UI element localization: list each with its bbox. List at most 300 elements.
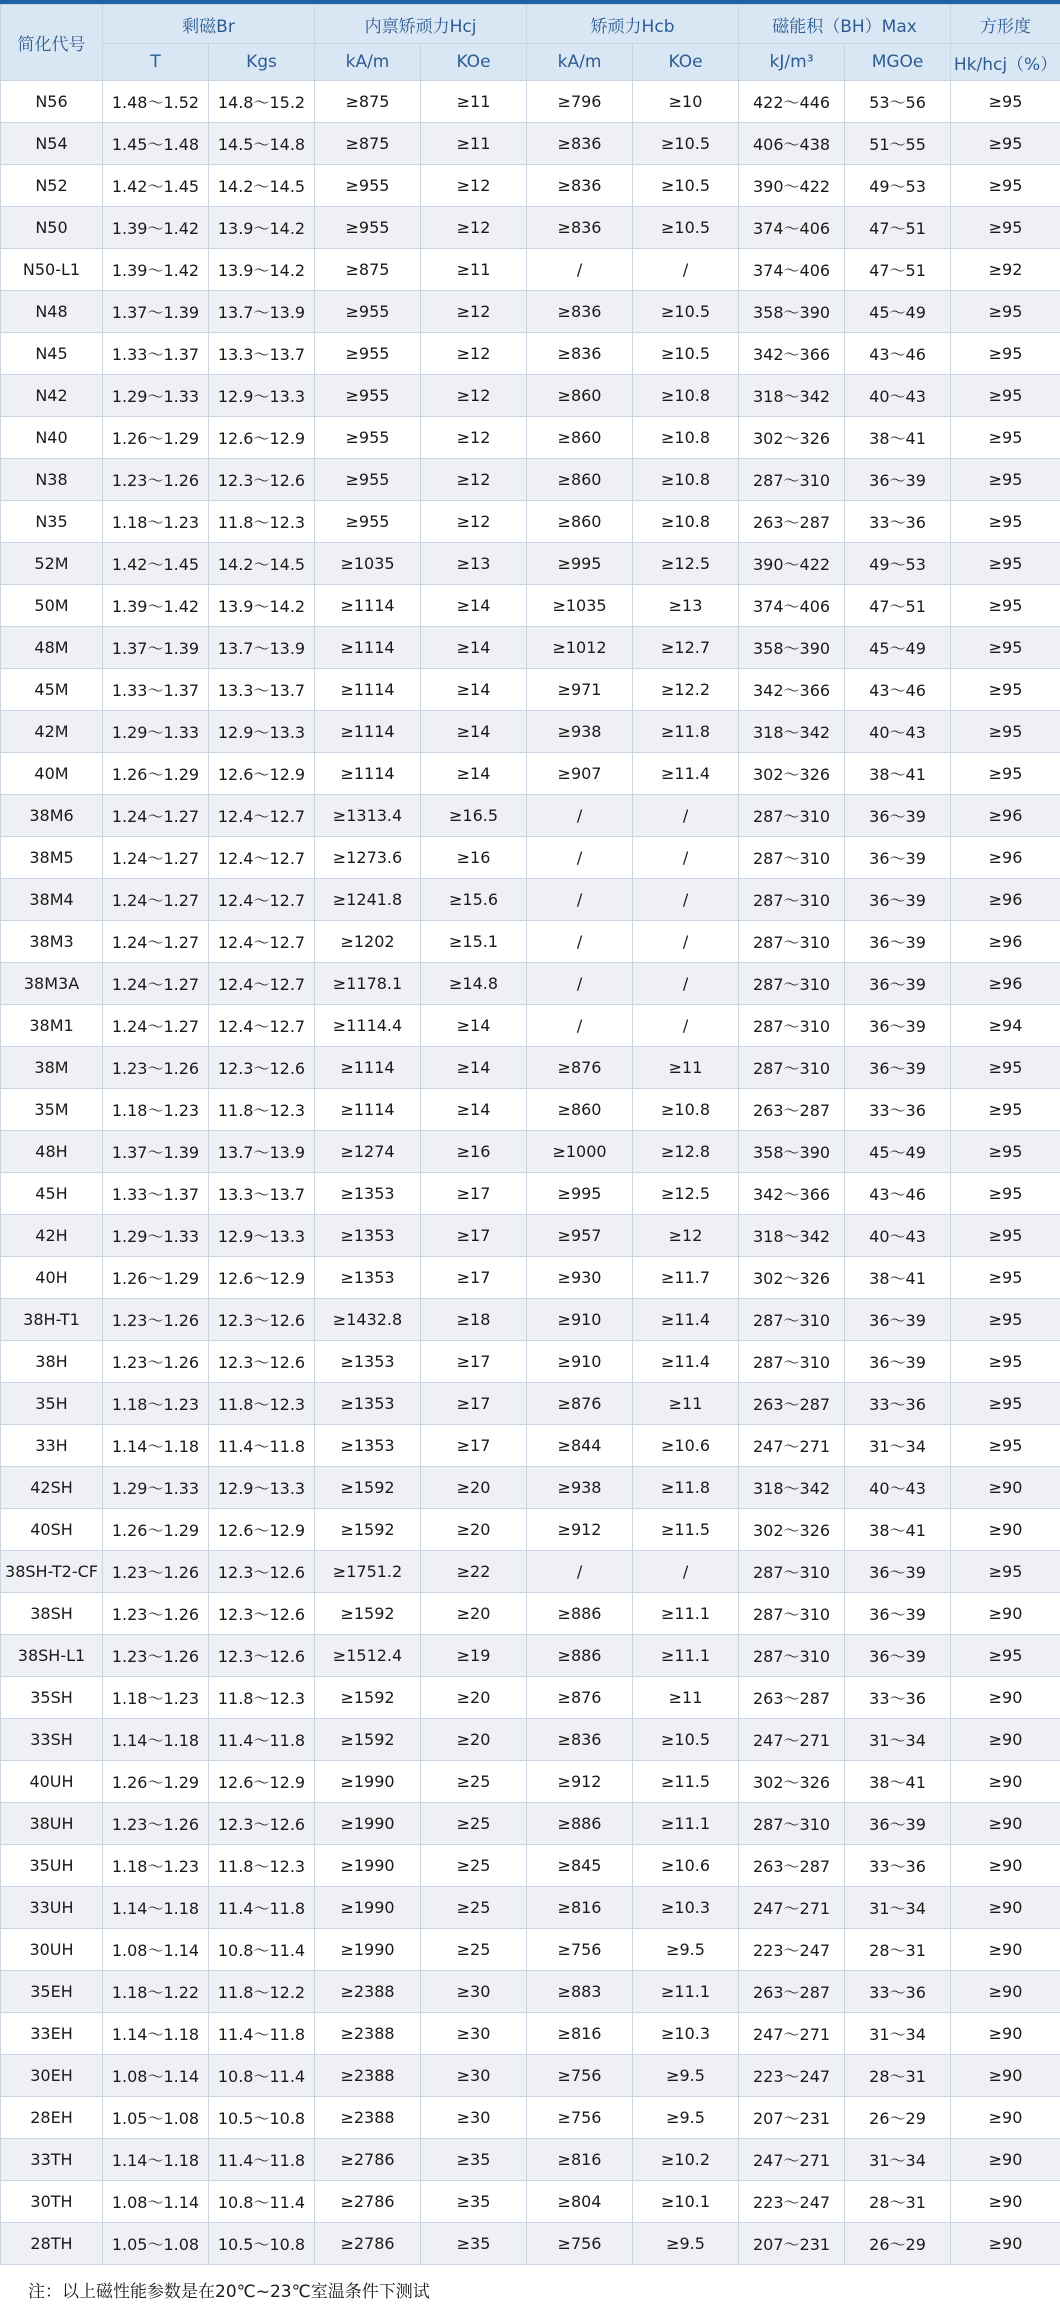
br-kgs-cell: 12.3～12.6	[209, 1341, 315, 1383]
bh-mgoe-cell: 45～49	[845, 291, 951, 333]
hcj-kam-cell: ≥1990	[315, 1845, 421, 1887]
hcb-kam-cell: ≥886	[527, 1803, 633, 1845]
hcb-koe-cell: ≥10.6	[633, 1425, 739, 1467]
hcj-koe-cell: ≥25	[421, 1887, 527, 1929]
br-t-cell: 1.24～1.27	[103, 879, 209, 921]
hcj-koe-cell: ≥12	[421, 207, 527, 249]
hcj-koe-cell: ≥30	[421, 2055, 527, 2097]
hcb-kam-cell: ≥844	[527, 1425, 633, 1467]
bh-kjm3-cell: 374～406	[739, 249, 845, 291]
hcj-kam-cell: ≥1114	[315, 753, 421, 795]
grade-cell: 38SH	[1, 1593, 103, 1635]
grade-cell: 38M3A	[1, 963, 103, 1005]
hcb-koe-cell: ≥11.4	[633, 753, 739, 795]
bh-mgoe-cell: 45～49	[845, 1131, 951, 1173]
squareness-cell: ≥95	[951, 627, 1060, 669]
bh-mgoe-cell: 36～39	[845, 1635, 951, 1677]
grade-cell: 48H	[1, 1131, 103, 1173]
squareness-cell: ≥90	[951, 2097, 1060, 2139]
bh-mgoe-cell: 36～39	[845, 1299, 951, 1341]
bh-mgoe-cell: 47～51	[845, 249, 951, 291]
hcj-kam-cell: ≥1274	[315, 1131, 421, 1173]
bh-mgoe-cell: 40～43	[845, 1467, 951, 1509]
bh-mgoe-cell: 36～39	[845, 459, 951, 501]
squareness-cell: ≥90	[951, 1677, 1060, 1719]
grade-cell: 50M	[1, 585, 103, 627]
unit-bh-mgoe: MGOe	[845, 44, 951, 81]
table-row	[1, 291, 1060, 333]
br-kgs-cell: 11.4～11.8	[209, 1887, 315, 1929]
br-kgs-cell: 11.8～12.3	[209, 1089, 315, 1131]
bh-mgoe-cell: 31～34	[845, 2013, 951, 2055]
br-t-cell: 1.26～1.29	[103, 1509, 209, 1551]
squareness-cell: ≥90	[951, 2181, 1060, 2223]
table-header	[1, 5, 1060, 81]
hcb-kam-cell: ≥836	[527, 291, 633, 333]
br-kgs-cell: 11.8～12.3	[209, 501, 315, 543]
table-row	[1, 1971, 1060, 2013]
br-kgs-cell: 12.6～12.9	[209, 753, 315, 795]
hcj-koe-cell: ≥25	[421, 1845, 527, 1887]
bh-kjm3-cell: 263～287	[739, 1089, 845, 1131]
bh-kjm3-cell: 263～287	[739, 1971, 845, 2013]
table-row	[1, 1929, 1060, 1971]
hcj-kam-cell: ≥1353	[315, 1383, 421, 1425]
bh-kjm3-cell: 263～287	[739, 1677, 845, 1719]
hcj-koe-cell: ≥17	[421, 1383, 527, 1425]
hcj-kam-cell: ≥2388	[315, 1971, 421, 2013]
br-kgs-cell: 13.3～13.7	[209, 1173, 315, 1215]
hcb-koe-cell: ≥12	[633, 1215, 739, 1257]
table-row	[1, 81, 1060, 123]
hcb-koe-cell: ≥10.2	[633, 2139, 739, 2181]
table-row	[1, 627, 1060, 669]
hcb-koe-cell: ≥12.5	[633, 543, 739, 585]
bh-mgoe-cell: 49～53	[845, 543, 951, 585]
table-row	[1, 1719, 1060, 1761]
hcb-kam-cell: ≥930	[527, 1257, 633, 1299]
bh-kjm3-cell: 287～310	[739, 1803, 845, 1845]
hcb-koe-cell: ≥12.2	[633, 669, 739, 711]
bh-kjm3-cell: 302～326	[739, 1257, 845, 1299]
table-row	[1, 1887, 1060, 1929]
hcj-koe-cell: ≥14	[421, 1047, 527, 1089]
squareness-cell: ≥95	[951, 81, 1060, 123]
br-kgs-cell: 11.8～12.2	[209, 1971, 315, 2013]
br-kgs-cell: 12.3～12.6	[209, 1551, 315, 1593]
br-t-cell: 1.26～1.29	[103, 417, 209, 459]
grade-cell: 42SH	[1, 1467, 103, 1509]
br-t-cell: 1.18～1.23	[103, 1383, 209, 1425]
grade-cell: 40UH	[1, 1761, 103, 1803]
table-row	[1, 501, 1060, 543]
grade-cell: 48M	[1, 627, 103, 669]
hcb-kam-cell: ≥860	[527, 459, 633, 501]
grade-cell: 40SH	[1, 1509, 103, 1551]
grade-cell: N38	[1, 459, 103, 501]
hcb-koe-cell: ≥11.5	[633, 1761, 739, 1803]
table-row	[1, 375, 1060, 417]
bh-kjm3-cell: 342～366	[739, 669, 845, 711]
grade-cell: 38SH-T2-CF	[1, 1551, 103, 1593]
hcj-kam-cell: ≥2786	[315, 2181, 421, 2223]
br-t-cell: 1.39～1.42	[103, 207, 209, 249]
hcj-koe-cell: ≥16	[421, 1131, 527, 1173]
hcj-koe-cell: ≥14	[421, 753, 527, 795]
table-row	[1, 1509, 1060, 1551]
bh-mgoe-cell: 53～56	[845, 81, 951, 123]
hcj-koe-cell: ≥16.5	[421, 795, 527, 837]
bh-kjm3-cell: 406～438	[739, 123, 845, 165]
bh-mgoe-cell: 26～29	[845, 2097, 951, 2139]
hcb-kam-cell: ≥971	[527, 669, 633, 711]
hcj-kam-cell: ≥1990	[315, 1803, 421, 1845]
br-t-cell: 1.08～1.14	[103, 2055, 209, 2097]
grade-cell: 33UH	[1, 1887, 103, 1929]
hcb-koe-cell: ≥9.5	[633, 2055, 739, 2097]
grade-cell: N50-L1	[1, 249, 103, 291]
br-kgs-cell: 12.4～12.7	[209, 837, 315, 879]
br-t-cell: 1.18～1.23	[103, 1677, 209, 1719]
br-kgs-cell: 12.4～12.7	[209, 795, 315, 837]
bh-kjm3-cell: 287～310	[739, 1005, 845, 1047]
hcj-koe-cell: ≥17	[421, 1341, 527, 1383]
bh-kjm3-cell: 358～390	[739, 627, 845, 669]
hcj-koe-cell: ≥12	[421, 501, 527, 543]
hcj-kam-cell: ≥1592	[315, 1467, 421, 1509]
squareness-cell: ≥90	[951, 2055, 1060, 2097]
br-t-cell: 1.42～1.45	[103, 543, 209, 585]
hcj-kam-cell: ≥1202	[315, 921, 421, 963]
bh-kjm3-cell: 247～271	[739, 2013, 845, 2055]
header-max-energy-product: 磁能积（BH）Max	[739, 5, 951, 44]
br-t-cell: 1.23～1.26	[103, 1803, 209, 1845]
br-kgs-cell: 12.3～12.6	[209, 1047, 315, 1089]
squareness-cell: ≥95	[951, 459, 1060, 501]
hcb-koe-cell: ≥11.4	[633, 1341, 739, 1383]
table-row	[1, 1089, 1060, 1131]
table-row	[1, 1257, 1060, 1299]
grade-cell: 30UH	[1, 1929, 103, 1971]
header-coercivity: 矫顽力Hcb	[527, 5, 739, 44]
table-row	[1, 1005, 1060, 1047]
grade-cell: 33H	[1, 1425, 103, 1467]
hcb-koe-cell: ≥10.5	[633, 333, 739, 375]
br-t-cell: 1.18～1.23	[103, 1845, 209, 1887]
header-squareness: 方形度	[951, 5, 1060, 44]
squareness-cell: ≥95	[951, 375, 1060, 417]
grade-cell: 38M5	[1, 837, 103, 879]
hcb-kam-cell: ≥836	[527, 1719, 633, 1761]
hcb-kam-cell: /	[527, 795, 633, 837]
br-t-cell: 1.05～1.08	[103, 2097, 209, 2139]
hcb-koe-cell: ≥10.8	[633, 1089, 739, 1131]
hcb-kam-cell: ≥1012	[527, 627, 633, 669]
hcj-koe-cell: ≥20	[421, 1509, 527, 1551]
unit-br-t: T	[103, 44, 209, 81]
hcj-koe-cell: ≥20	[421, 1467, 527, 1509]
squareness-cell: ≥95	[951, 1551, 1060, 1593]
br-kgs-cell: 12.3～12.6	[209, 1803, 315, 1845]
bh-kjm3-cell: 287～310	[739, 1635, 845, 1677]
table-row	[1, 1341, 1060, 1383]
bh-mgoe-cell: 33～36	[845, 1845, 951, 1887]
hcj-kam-cell: ≥1592	[315, 1593, 421, 1635]
hcb-kam-cell: ≥1035	[527, 585, 633, 627]
hcj-kam-cell: ≥2786	[315, 2139, 421, 2181]
br-t-cell: 1.08～1.14	[103, 1929, 209, 1971]
hcj-kam-cell: ≥955	[315, 417, 421, 459]
bh-mgoe-cell: 36～39	[845, 1593, 951, 1635]
grade-cell: 28EH	[1, 2097, 103, 2139]
br-t-cell: 1.08～1.14	[103, 2181, 209, 2223]
grade-cell: 40M	[1, 753, 103, 795]
br-kgs-cell: 10.5～10.8	[209, 2223, 315, 2265]
hcj-kam-cell: ≥2388	[315, 2055, 421, 2097]
hcj-kam-cell: ≥1178.1	[315, 963, 421, 1005]
bh-mgoe-cell: 38～41	[845, 1509, 951, 1551]
bh-kjm3-cell: 318～342	[739, 1215, 845, 1257]
unit-bh-kjm3: kJ/m³	[739, 44, 845, 81]
table-row	[1, 2139, 1060, 2181]
hcb-kam-cell: ≥938	[527, 711, 633, 753]
br-kgs-cell: 10.8～11.4	[209, 2055, 315, 2097]
squareness-cell: ≥96	[951, 921, 1060, 963]
squareness-cell: ≥95	[951, 1131, 1060, 1173]
hcb-koe-cell: ≥10	[633, 81, 739, 123]
grade-cell: 33SH	[1, 1719, 103, 1761]
bh-kjm3-cell: 287～310	[739, 921, 845, 963]
grade-cell: N52	[1, 165, 103, 207]
hcb-koe-cell: ≥10.8	[633, 417, 739, 459]
hcb-kam-cell: ≥1000	[527, 1131, 633, 1173]
hcb-koe-cell: ≥9.5	[633, 2223, 739, 2265]
bh-kjm3-cell: 342～366	[739, 1173, 845, 1215]
hcj-koe-cell: ≥17	[421, 1173, 527, 1215]
hcb-kam-cell: ≥876	[527, 1047, 633, 1089]
hcj-kam-cell: ≥955	[315, 459, 421, 501]
hcj-kam-cell: ≥875	[315, 81, 421, 123]
squareness-cell: ≥95	[951, 417, 1060, 459]
grade-cell: 38M3	[1, 921, 103, 963]
hcj-koe-cell: ≥35	[421, 2181, 527, 2223]
bh-mgoe-cell: 47～51	[845, 207, 951, 249]
hcb-koe-cell: /	[633, 837, 739, 879]
hcj-koe-cell: ≥30	[421, 1971, 527, 2013]
table-row	[1, 1677, 1060, 1719]
br-t-cell: 1.18～1.23	[103, 501, 209, 543]
bh-mgoe-cell: 36～39	[845, 1803, 951, 1845]
bh-mgoe-cell: 51～55	[845, 123, 951, 165]
hcj-koe-cell: ≥12	[421, 333, 527, 375]
hcb-koe-cell: ≥10.3	[633, 1887, 739, 1929]
squareness-cell: ≥90	[951, 1761, 1060, 1803]
bh-mgoe-cell: 49～53	[845, 165, 951, 207]
hcj-kam-cell: ≥1353	[315, 1257, 421, 1299]
hcb-kam-cell: /	[527, 1551, 633, 1593]
bh-mgoe-cell: 45～49	[845, 627, 951, 669]
bh-mgoe-cell: 47～51	[845, 585, 951, 627]
br-t-cell: 1.29～1.33	[103, 1467, 209, 1509]
br-kgs-cell: 14.2～14.5	[209, 165, 315, 207]
hcb-kam-cell: ≥804	[527, 2181, 633, 2223]
hcj-koe-cell: ≥17	[421, 1215, 527, 1257]
hcj-koe-cell: ≥20	[421, 1719, 527, 1761]
bh-mgoe-cell: 31～34	[845, 2139, 951, 2181]
br-t-cell: 1.33～1.37	[103, 333, 209, 375]
br-t-cell: 1.24～1.27	[103, 1005, 209, 1047]
squareness-cell: ≥95	[951, 291, 1060, 333]
hcb-koe-cell: ≥10.3	[633, 2013, 739, 2055]
squareness-cell: ≥90	[951, 1593, 1060, 1635]
bh-mgoe-cell: 36～39	[845, 837, 951, 879]
hcj-kam-cell: ≥955	[315, 291, 421, 333]
hcj-kam-cell: ≥875	[315, 249, 421, 291]
br-kgs-cell: 12.3～12.6	[209, 1635, 315, 1677]
grade-cell: 30EH	[1, 2055, 103, 2097]
unit-hcb-koe: KOe	[633, 44, 739, 81]
squareness-cell: ≥96	[951, 879, 1060, 921]
br-t-cell: 1.37～1.39	[103, 627, 209, 669]
bh-kjm3-cell: 422～446	[739, 81, 845, 123]
br-t-cell: 1.48～1.52	[103, 81, 209, 123]
br-t-cell: 1.45～1.48	[103, 123, 209, 165]
br-t-cell: 1.29～1.33	[103, 711, 209, 753]
squareness-cell: ≥95	[951, 711, 1060, 753]
bh-mgoe-cell: 33～36	[845, 1089, 951, 1131]
bh-kjm3-cell: 207～231	[739, 2097, 845, 2139]
hcj-koe-cell: ≥20	[421, 1593, 527, 1635]
unit-br-kgs: Kgs	[209, 44, 315, 81]
hcj-koe-cell: ≥25	[421, 1803, 527, 1845]
table-row	[1, 543, 1060, 585]
squareness-cell: ≥92	[951, 249, 1060, 291]
hcj-koe-cell: ≥11	[421, 123, 527, 165]
hcb-kam-cell: /	[527, 1005, 633, 1047]
bh-kjm3-cell: 263～287	[739, 1383, 845, 1425]
br-kgs-cell: 11.8～12.3	[209, 1677, 315, 1719]
bh-kjm3-cell: 374～406	[739, 207, 845, 249]
br-t-cell: 1.37～1.39	[103, 291, 209, 333]
hcj-koe-cell: ≥14	[421, 585, 527, 627]
unit-hcb-kam: kA/m	[527, 44, 633, 81]
br-t-cell: 1.33～1.37	[103, 1173, 209, 1215]
bh-mgoe-cell: 36～39	[845, 879, 951, 921]
bh-mgoe-cell: 31～34	[845, 1719, 951, 1761]
table-row	[1, 1635, 1060, 1677]
table-row	[1, 1383, 1060, 1425]
hcb-kam-cell: ≥957	[527, 1215, 633, 1257]
hcj-kam-cell: ≥1114	[315, 1089, 421, 1131]
footnote: 注：以上磁性能参数是在20℃~23℃室温条件下测试	[28, 2282, 430, 2302]
squareness-cell: ≥95	[951, 543, 1060, 585]
br-kgs-cell: 12.6～12.9	[209, 1257, 315, 1299]
br-kgs-cell: 10.8～11.4	[209, 2181, 315, 2223]
br-kgs-cell: 12.4～12.7	[209, 879, 315, 921]
bh-kjm3-cell: 374～406	[739, 585, 845, 627]
br-t-cell: 1.29～1.33	[103, 1215, 209, 1257]
br-kgs-cell: 13.3～13.7	[209, 333, 315, 375]
bh-kjm3-cell: 287～310	[739, 963, 845, 1005]
hcj-koe-cell: ≥14	[421, 669, 527, 711]
squareness-cell: ≥95	[951, 1047, 1060, 1089]
br-kgs-cell: 12.3～12.6	[209, 459, 315, 501]
hcb-koe-cell: ≥11.1	[633, 1803, 739, 1845]
bh-mgoe-cell: 38～41	[845, 1257, 951, 1299]
grade-cell: N50	[1, 207, 103, 249]
bh-mgoe-cell: 26～29	[845, 2223, 951, 2265]
bh-mgoe-cell: 38～41	[845, 1761, 951, 1803]
bh-kjm3-cell: 287～310	[739, 1047, 845, 1089]
hcb-kam-cell: ≥816	[527, 2013, 633, 2055]
grade-cell: 30TH	[1, 2181, 103, 2223]
hcj-kam-cell: ≥1114.4	[315, 1005, 421, 1047]
bh-mgoe-cell: 36～39	[845, 1551, 951, 1593]
br-kgs-cell: 12.6～12.9	[209, 1509, 315, 1551]
bh-kjm3-cell: 287～310	[739, 459, 845, 501]
hcb-koe-cell: ≥11.8	[633, 711, 739, 753]
hcb-koe-cell: /	[633, 1551, 739, 1593]
hcj-koe-cell: ≥11	[421, 249, 527, 291]
hcb-kam-cell: ≥860	[527, 375, 633, 417]
hcb-kam-cell: ≥756	[527, 2055, 633, 2097]
header-intrinsic-coercivity: 内禀矫顽力Hcj	[315, 5, 527, 44]
squareness-cell: ≥95	[951, 1257, 1060, 1299]
hcb-koe-cell: ≥11	[633, 1047, 739, 1089]
hcb-koe-cell: ≥11.5	[633, 1509, 739, 1551]
hcj-kam-cell: ≥1592	[315, 1719, 421, 1761]
grade-cell: 38M	[1, 1047, 103, 1089]
bh-mgoe-cell: 40～43	[845, 1215, 951, 1257]
br-t-cell: 1.05～1.08	[103, 2223, 209, 2265]
hcj-kam-cell: ≥1990	[315, 1761, 421, 1803]
bh-kjm3-cell: 263～287	[739, 1845, 845, 1887]
bh-kjm3-cell: 287～310	[739, 1341, 845, 1383]
bh-mgoe-cell: 43～46	[845, 1173, 951, 1215]
br-t-cell: 1.23～1.26	[103, 1047, 209, 1089]
table-row	[1, 2223, 1060, 2265]
hcb-kam-cell: ≥860	[527, 417, 633, 459]
hcb-kam-cell: ≥938	[527, 1467, 633, 1509]
hcj-kam-cell: ≥1512.4	[315, 1635, 421, 1677]
hcb-koe-cell: ≥11	[633, 1383, 739, 1425]
hcj-kam-cell: ≥1353	[315, 1173, 421, 1215]
br-t-cell: 1.23～1.26	[103, 1341, 209, 1383]
squareness-cell: ≥90	[951, 1971, 1060, 2013]
hcj-koe-cell: ≥25	[421, 1761, 527, 1803]
bh-kjm3-cell: 390～422	[739, 543, 845, 585]
bh-mgoe-cell: 36～39	[845, 963, 951, 1005]
bh-kjm3-cell: 302～326	[739, 417, 845, 459]
hcj-kam-cell: ≥1592	[315, 1509, 421, 1551]
hcb-koe-cell: ≥11.1	[633, 1635, 739, 1677]
hcj-kam-cell: ≥1035	[315, 543, 421, 585]
table-row	[1, 1803, 1060, 1845]
hcb-koe-cell: ≥12.7	[633, 627, 739, 669]
hcb-kam-cell: ≥836	[527, 207, 633, 249]
table-row	[1, 711, 1060, 753]
br-kgs-cell: 12.9～13.3	[209, 1467, 315, 1509]
hcb-kam-cell: ≥836	[527, 123, 633, 165]
hcb-koe-cell: ≥11.1	[633, 1971, 739, 2013]
br-t-cell: 1.26～1.29	[103, 1761, 209, 1803]
hcj-kam-cell: ≥1114	[315, 1047, 421, 1089]
squareness-cell: ≥95	[951, 165, 1060, 207]
grade-cell: N40	[1, 417, 103, 459]
br-kgs-cell: 12.4～12.7	[209, 921, 315, 963]
grade-cell: 38SH-L1	[1, 1635, 103, 1677]
hcj-koe-cell: ≥12	[421, 165, 527, 207]
